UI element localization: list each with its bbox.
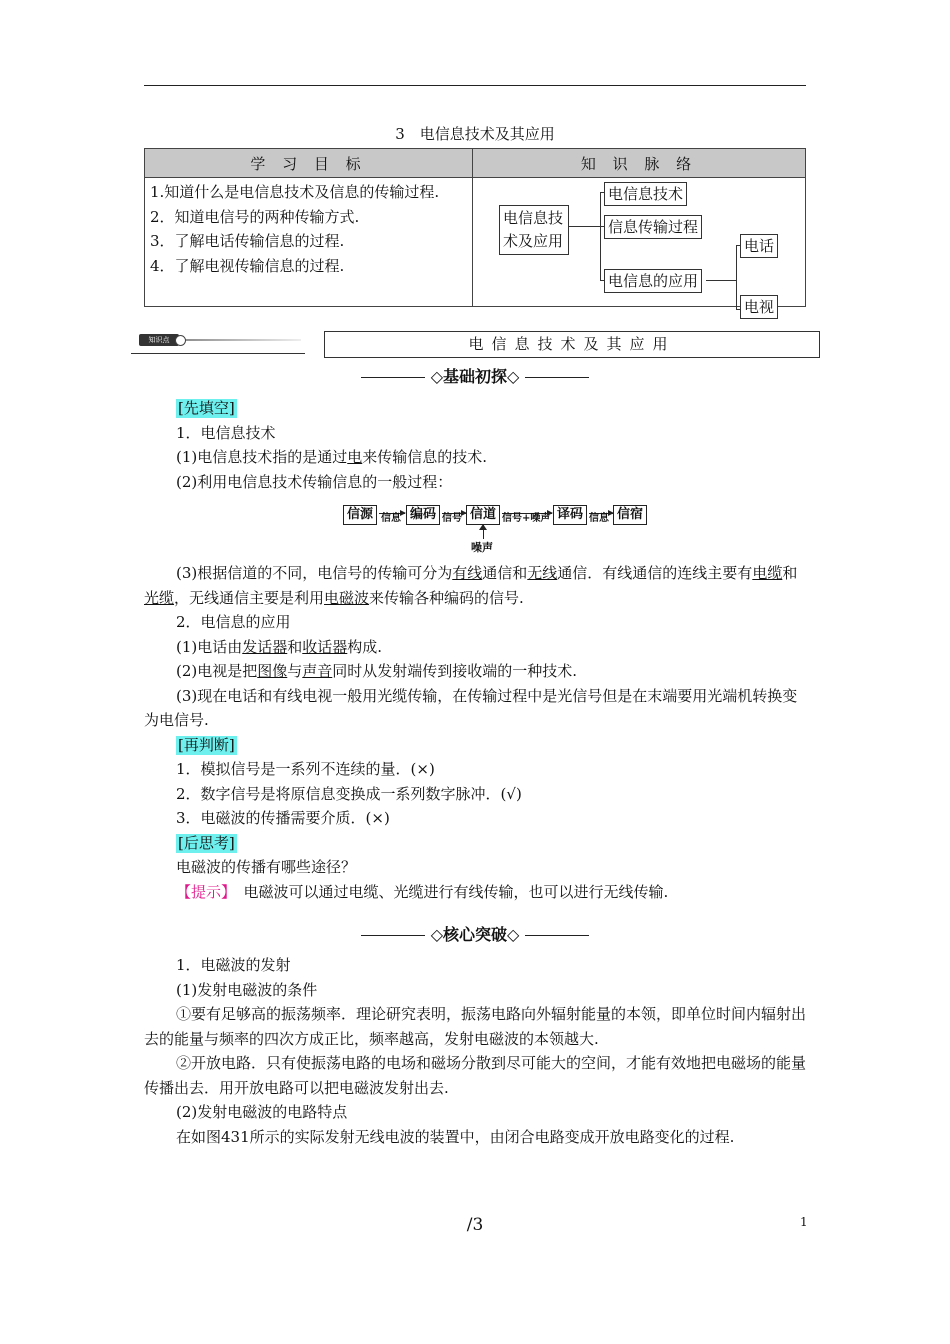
- text: 构成.: [347, 637, 383, 656]
- knowledge-map-header: 知 识 脉 络: [473, 149, 806, 178]
- c1-para2: ②开放电路．只有使振荡电路的电场和磁场分散到尽可能大的空间，才能有效地把电磁场的能量传播出去．用开放电路可以把电磁波发射出去.: [144, 1054, 807, 1097]
- section-tag: [131, 331, 305, 354]
- arrow: [589, 513, 613, 524]
- mindmap-leaf: 电视: [740, 295, 778, 319]
- connector: [736, 245, 737, 309]
- connector: [600, 192, 601, 280]
- content-core: [144, 953, 806, 1149]
- mindmap-leaf: 电话: [740, 234, 778, 258]
- arrow: [442, 513, 466, 524]
- c1-para3: 在如图431所示的实际发射无线电波的装置中，由闭合电路变成开放电路变化的过程.: [176, 1127, 735, 1146]
- label-think: [后思考]: [178, 833, 235, 852]
- c1-sub1: (1)发射电磁波的条件: [176, 980, 318, 999]
- goal-item: 2．知道电信号的两种传输方式.: [150, 207, 360, 226]
- answer: 收话器: [302, 637, 348, 656]
- transmission-flow-diagram: [343, 503, 653, 555]
- section-tag-label: 知识点: [139, 334, 179, 346]
- flow-box: 信宿: [613, 505, 647, 525]
- banner-basics: [0, 364, 950, 387]
- s1-para1: [144, 445, 806, 470]
- s2-heading: 2．电信息的应用: [176, 613, 291, 631]
- mindmap-branch: 信息传输过程: [604, 215, 702, 239]
- answer: 电缆: [752, 564, 783, 582]
- text: 和: [287, 637, 303, 656]
- connector: [706, 280, 736, 281]
- flow-box: 信源: [343, 505, 377, 525]
- text: 来传输各种编码的信号.: [369, 588, 524, 607]
- answer: 声音: [302, 662, 333, 680]
- header-rule: [144, 85, 806, 86]
- banner-text: ◇核心突破◇: [430, 925, 520, 944]
- answer: 有线: [452, 564, 483, 582]
- flow-box: 信道: [466, 505, 500, 525]
- page-title: 3 电信息技术及其应用: [395, 125, 555, 143]
- banner-text: ◇基础初探◇: [430, 367, 520, 386]
- hint-text: 电磁波可以通过电缆、光缆进行有线传输，也可以进行无线传输.: [228, 882, 669, 901]
- section-title: 电信息技术及其应用: [324, 331, 820, 358]
- mindmap-root: 电信息技术及应用: [499, 205, 569, 255]
- circle-icon: [175, 335, 186, 346]
- text: 与: [287, 662, 303, 680]
- banner-line: [361, 377, 425, 378]
- think-question: 电磁波的传播有哪些途径？: [176, 858, 357, 876]
- banner-line: [361, 935, 425, 936]
- c1-para1: ①要有足够高的振荡频率．理论研究表明，振荡电路向外辐射能量的本领，即单位时间内辐射出去的能量与频率的四次方成正比，频率越高，发射电磁波的本领越大.: [144, 1005, 807, 1048]
- objectives-table: [144, 148, 806, 316]
- text: (1)电话由: [176, 637, 243, 656]
- text: 通信．有线通信的连线主要有: [557, 564, 753, 582]
- s2-para1: [144, 635, 806, 660]
- answer: 电: [347, 448, 363, 466]
- judge-item: 3．电磁波的传播需要介质．(×): [176, 809, 390, 827]
- text: 和: [782, 564, 798, 582]
- objectives-cell: [145, 178, 473, 307]
- answer: 发话器: [242, 637, 288, 656]
- arrow-label: 信息: [381, 513, 401, 524]
- text: 来传输信息的技术.: [362, 448, 488, 466]
- banner-core: [0, 922, 950, 945]
- answer: 电磁波: [324, 588, 370, 607]
- content-basics: [144, 396, 806, 494]
- s2-para3: (3)现在电话和有线电视一般用光缆传输，在传输过程中是光信号但是在末端要用光端机转换变为电信号.: [144, 686, 798, 729]
- c1-sub2: (2)发射电磁波的电路特点: [176, 1103, 348, 1121]
- arrow-label: 信号+噪声: [502, 513, 551, 524]
- objectives-header: 学 习 目 标: [145, 149, 473, 178]
- s1-para3: [144, 561, 806, 610]
- judge-item: 2．数字信号是将原信息变换成一系列数字脉冲．(√): [176, 784, 522, 803]
- answer: 图像: [257, 662, 288, 680]
- knowledge-map-cell: [473, 178, 806, 316]
- text: ，无线通信主要是利用: [174, 588, 325, 607]
- flow-box: 译码: [553, 505, 587, 525]
- answer: 光缆: [144, 588, 175, 607]
- tag-line: [177, 339, 301, 341]
- s1-para2: (2)利用电信息技术传输信息的一般过程：: [176, 472, 453, 491]
- section-header: [131, 331, 819, 357]
- arrow: [502, 513, 552, 524]
- arrow: [379, 513, 405, 524]
- answer: 无线: [527, 564, 558, 582]
- label-judge: [再判断]: [178, 735, 235, 754]
- label-fill-blank: [先填空]: [178, 399, 235, 417]
- hint-label: 【提示】: [176, 882, 229, 901]
- text: 同时从发射端传到接收端的一种技术.: [332, 662, 578, 680]
- page-footer: /3: [466, 1215, 484, 1235]
- page-number: 1: [800, 1215, 808, 1229]
- content-basics-2: [144, 561, 806, 904]
- banner-line: [525, 377, 589, 378]
- s2-para2: [144, 659, 806, 684]
- arrow-label: 信息: [589, 513, 609, 524]
- flow-box: 编码: [406, 505, 440, 525]
- text: (3)根据信道的不同，电信号的传输可分为: [176, 564, 453, 582]
- s1-heading: 1．电信息技术: [176, 423, 276, 442]
- text: 通信和: [482, 564, 528, 582]
- mindmap-branch: 电信息技术: [604, 182, 687, 206]
- hint-para: [144, 880, 806, 905]
- goal-item: 3．了解电话传输信息的过程.: [150, 232, 345, 250]
- knowledge-mindmap: [474, 179, 804, 316]
- judge-item: 1．模拟信号是一系列不连续的量．(×): [176, 760, 435, 778]
- goal-item: 4．了解电视传输信息的过程.: [150, 256, 345, 275]
- noise-label: 噪声: [471, 541, 493, 554]
- text: (2)电视是把: [176, 662, 258, 680]
- goal-item: 1.知道什么是电信息技术及信息的传输过程.: [150, 183, 440, 201]
- arrow-label: 信号: [442, 513, 462, 524]
- arrow-up-icon: [479, 524, 487, 530]
- c1-heading: 1．电磁波的发射: [176, 956, 291, 974]
- mindmap-branch: 电信息的应用: [604, 269, 702, 293]
- banner-line: [525, 935, 589, 936]
- text: (1)电信息技术指的是通过: [176, 448, 348, 466]
